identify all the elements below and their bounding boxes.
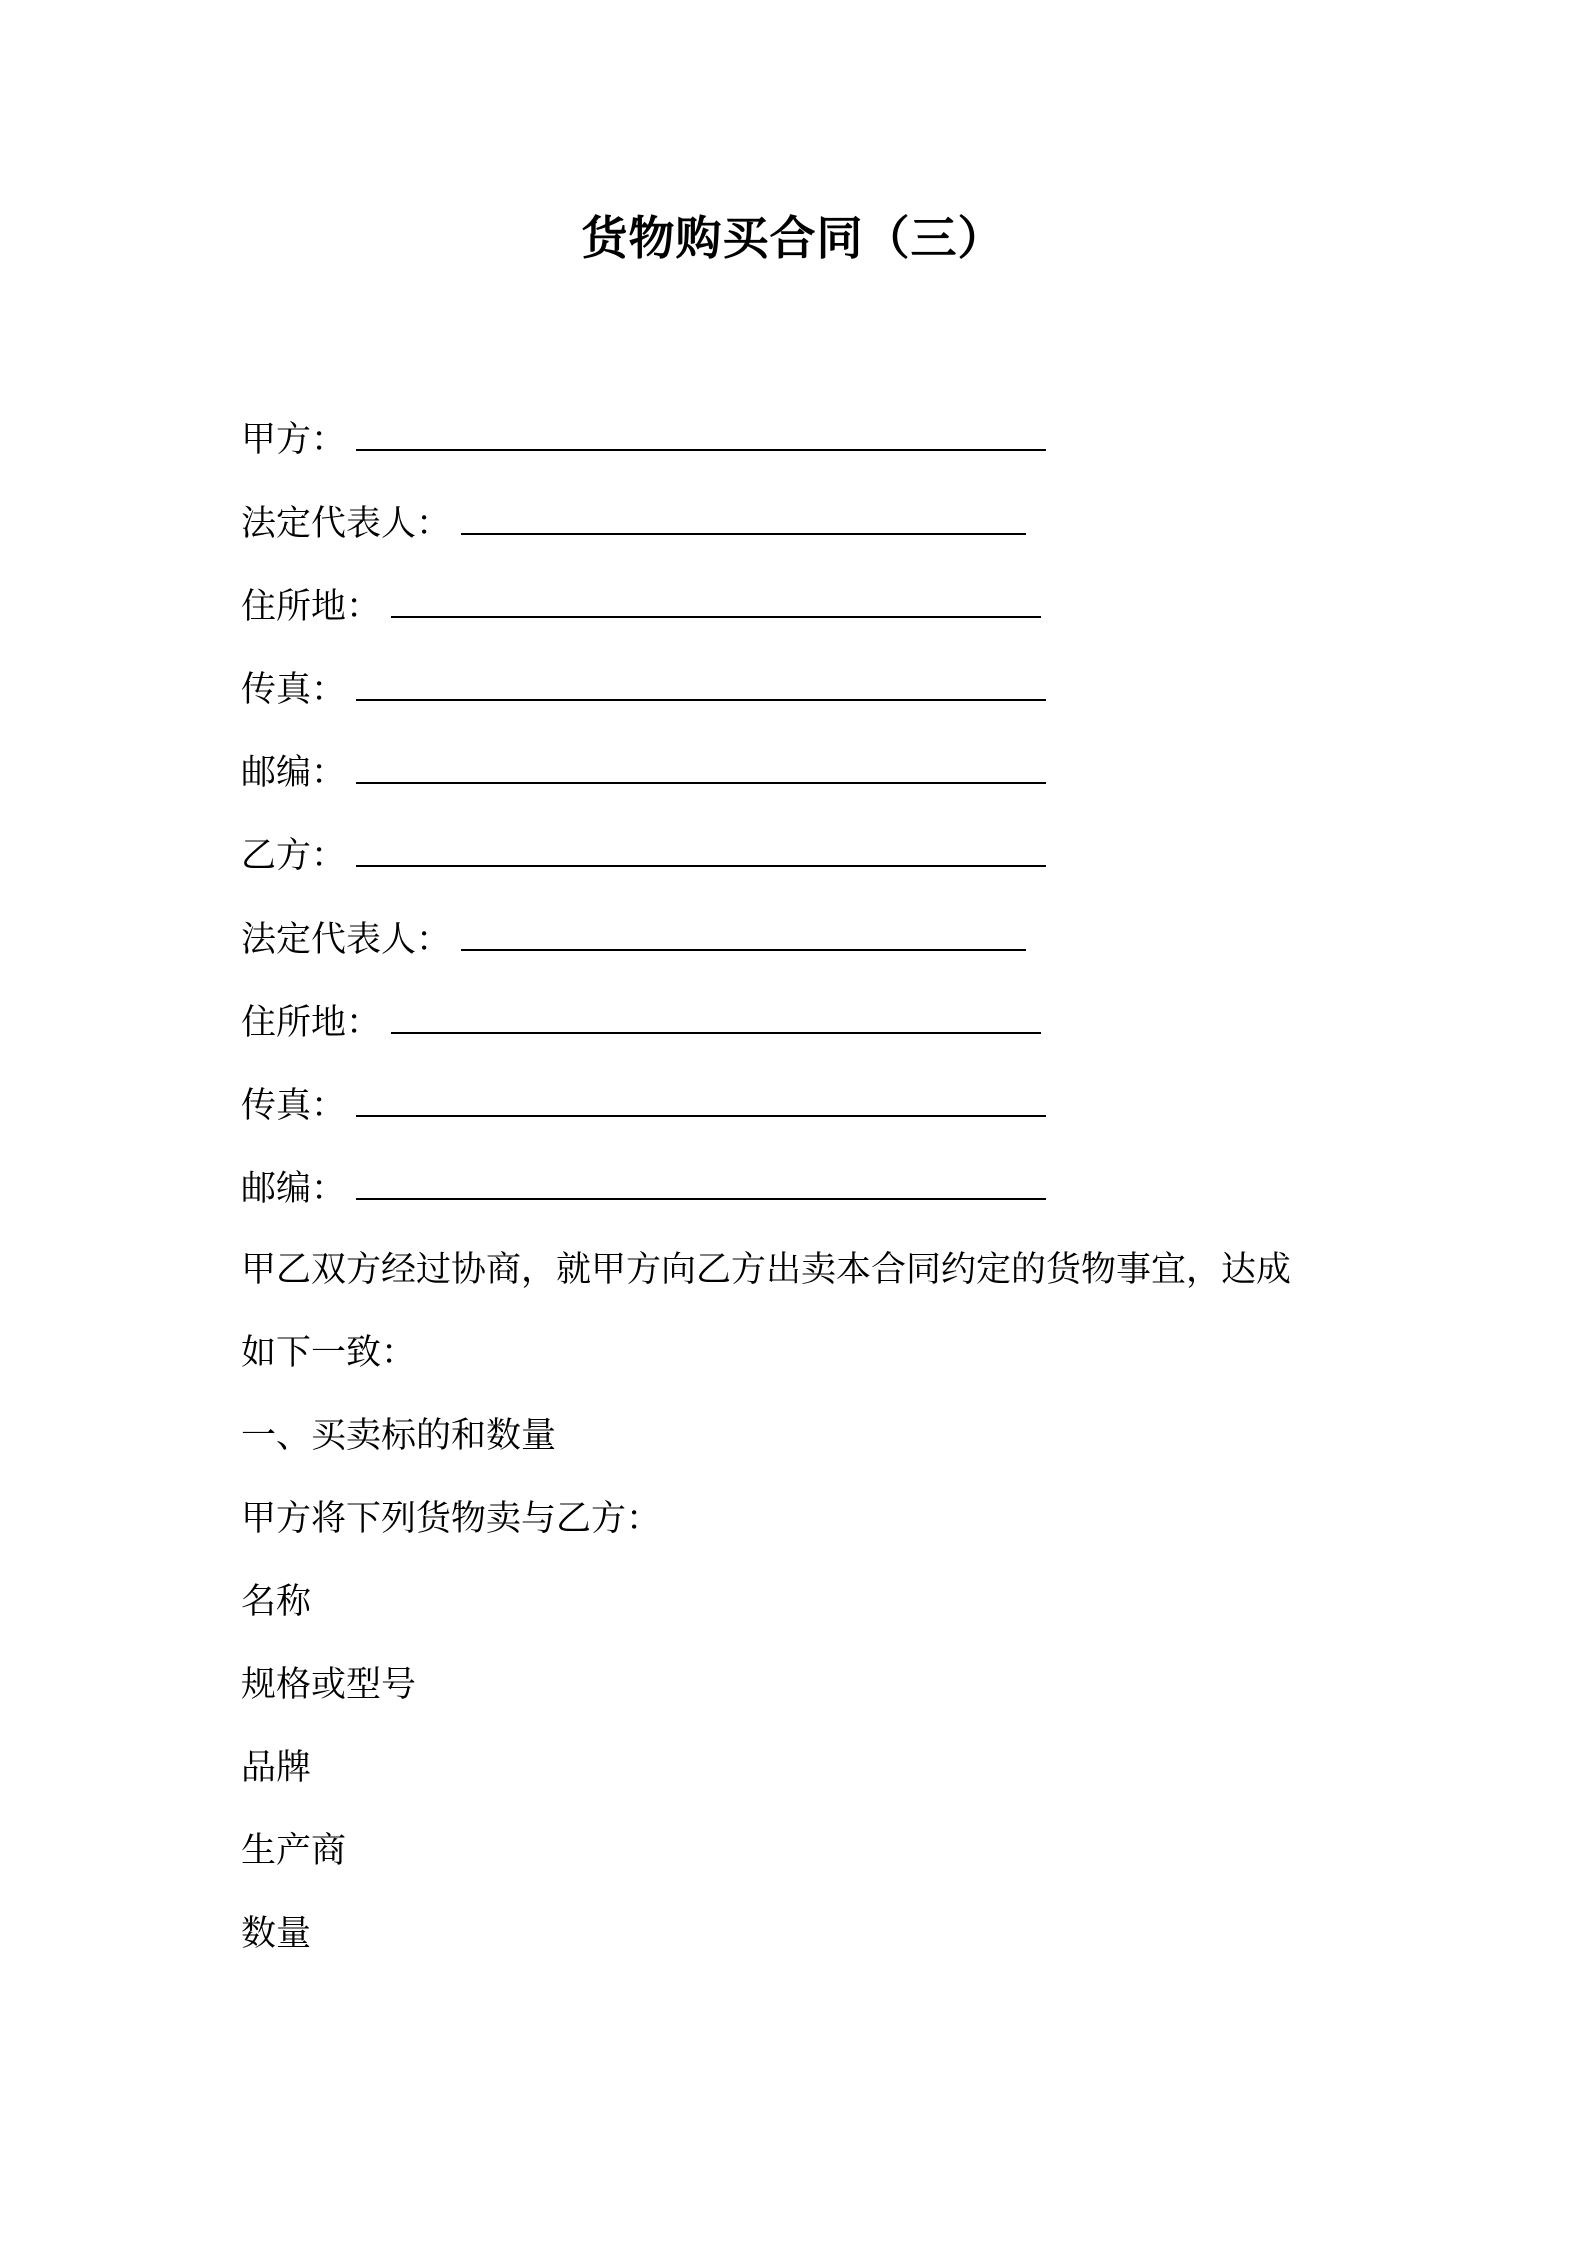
party-a-rep-blank [461, 503, 1026, 535]
party-a-fax-blank [356, 669, 1046, 701]
party-a-postcode-row [241, 751, 1046, 795]
party-b-postcode-blank [356, 1168, 1046, 1200]
party-b-address-label: 住所地： [241, 1003, 382, 1043]
section-1-intro: 甲方将下列货物卖与乙方： [241, 1499, 662, 1539]
document-title: 货物购买合同（三） [581, 211, 1005, 265]
party-a-address-row [241, 585, 1041, 629]
party-a-name-blank [356, 419, 1046, 451]
party-a-address-label: 住所地： [241, 587, 382, 627]
party-b-name-row [241, 834, 1046, 878]
party-a-postcode-blank [356, 752, 1046, 784]
party-a-fax-row [241, 668, 1046, 712]
party-a-rep-label: 法定代表人： [241, 504, 452, 544]
party-b-rep-row [241, 918, 1026, 962]
item-manufacturer: 生产商 [241, 1831, 347, 1871]
item-name: 名称 [241, 1582, 312, 1622]
party-b-rep-label: 法定代表人： [241, 920, 452, 960]
item-quantity: 数量 [241, 1914, 312, 1954]
party-b-postcode-row [241, 1167, 1046, 1211]
party-a-address-blank [391, 586, 1041, 618]
section-1-heading: 一、买卖标的和数量 [241, 1416, 557, 1456]
intro-paragraph-line-2: 如下一致： [241, 1333, 417, 1373]
party-b-fax-blank [356, 1085, 1046, 1117]
party-b-fax-row [241, 1084, 1046, 1128]
item-spec: 规格或型号 [241, 1665, 417, 1705]
party-b-address-row [241, 1001, 1041, 1045]
party-b-fax-label: 传真： [241, 1086, 347, 1126]
party-a-rep-row [241, 502, 1026, 546]
party-b-name-blank [356, 835, 1046, 867]
party-a-fax-label: 传真： [241, 670, 347, 710]
party-b-postcode-label: 邮编： [241, 1169, 347, 1209]
party-b-address-blank [391, 1002, 1041, 1034]
intro-paragraph-line-1: 甲乙双方经过协商，就甲方向乙方出卖本合同约定的货物事宜，达成 [241, 1250, 1292, 1290]
item-brand: 品牌 [241, 1748, 312, 1788]
party-a-name-label: 甲方： [241, 420, 347, 460]
party-a-name-row [241, 418, 1046, 462]
party-a-postcode-label: 邮编： [241, 753, 347, 793]
party-b-name-label: 乙方： [241, 836, 347, 876]
party-b-rep-blank [461, 919, 1026, 951]
